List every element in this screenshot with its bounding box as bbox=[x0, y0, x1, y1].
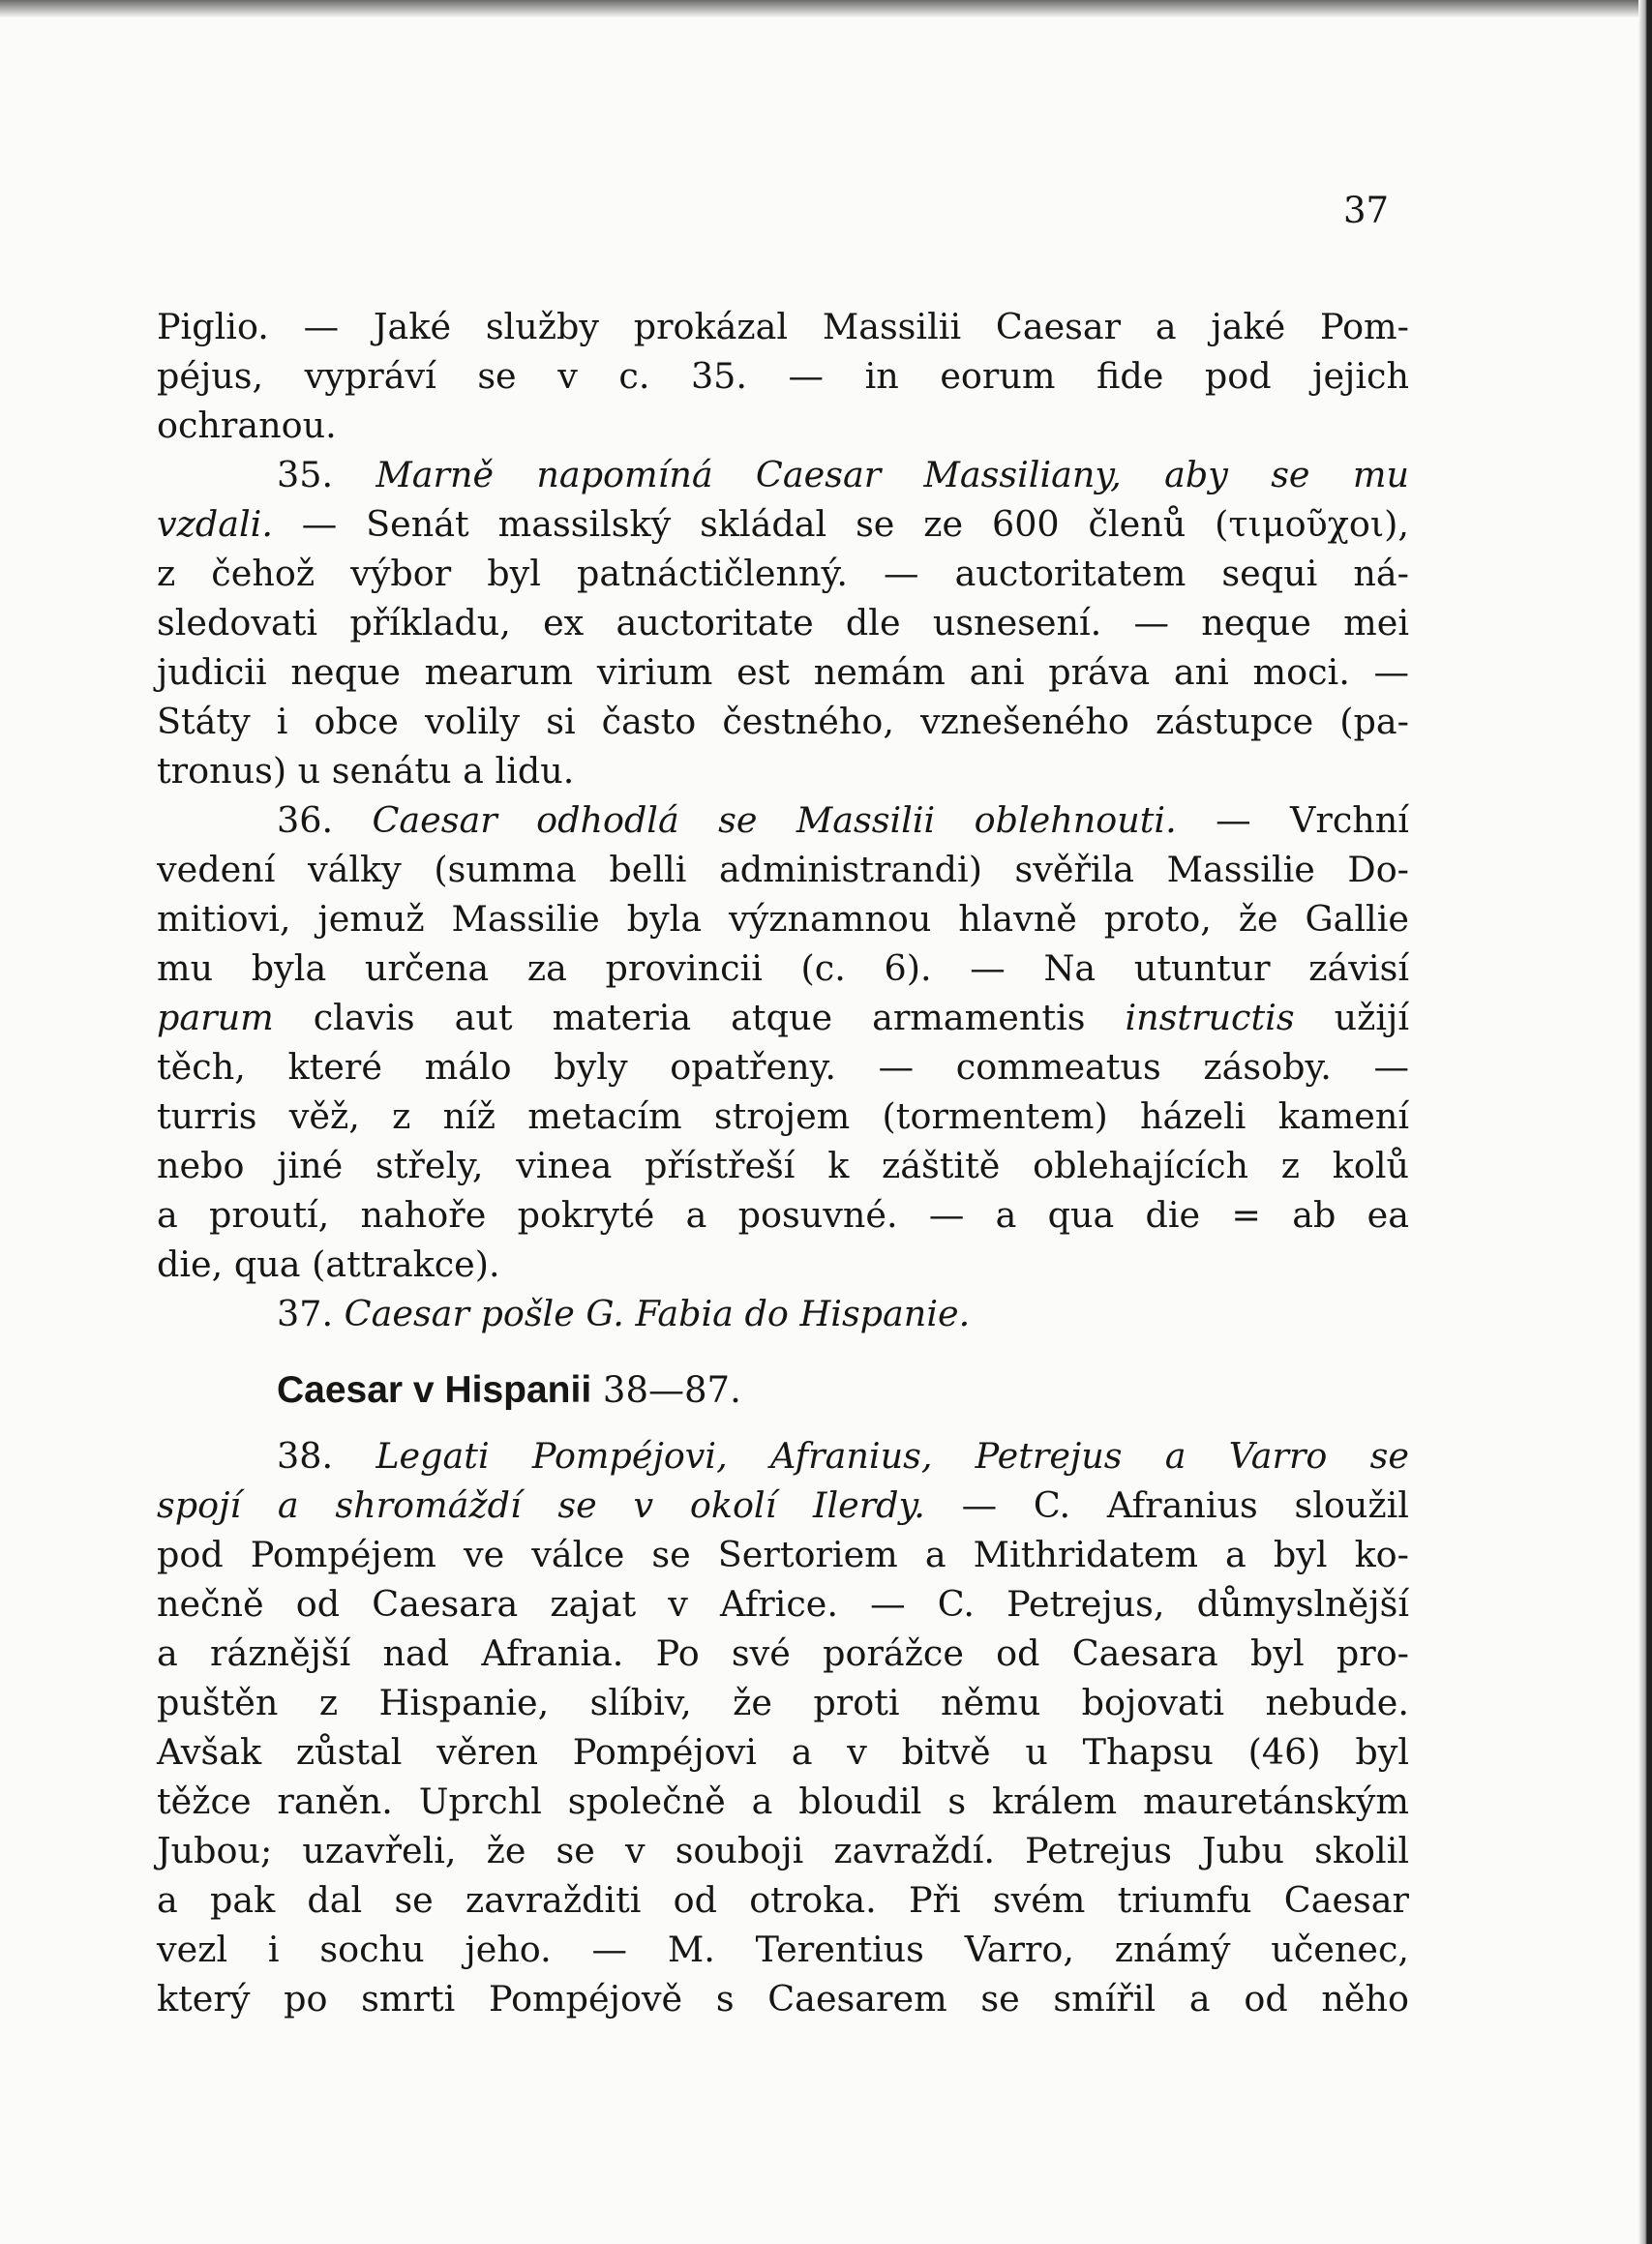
page-top-edge-shadow bbox=[0, 0, 1652, 17]
text-line: mitiovi, jemuž Massilie byla významnou hlavně proto, že Gallie bbox=[157, 898, 1409, 940]
chapter-title: Caesar v Hispanii bbox=[277, 1369, 592, 1411]
text-line: a proutí, nahoře pokryté a posuvné. — a qua die = ab ea bbox=[157, 1194, 1409, 1236]
text-line: turris věž, z níž metacím strojem (tormentem) házeli kamení bbox=[157, 1095, 1409, 1137]
section-36-title-line bbox=[157, 795, 1409, 845]
text-run: — C. Afranius sloužil bbox=[924, 1484, 1409, 1526]
text-line: mu byla určena za provincii (c. 6). — Na utuntur závisí bbox=[157, 947, 1409, 989]
text-line: těžce raněn. Uprchl společně a bloudil s králem mauretánským bbox=[157, 1780, 1409, 1822]
section-title: Legati Pompéjovi, Afranius, Petrejus a Varro se bbox=[375, 1435, 1409, 1477]
text-line: těch, které málo byly opatřeny. — commeatus zásoby. — bbox=[157, 1046, 1409, 1088]
text-run: — Senát massilský skládal se ze 600 členů (τιμοῦχοι), bbox=[272, 503, 1409, 545]
text-line: puštěn z Hispanie, slíbiv, že proti němu bojovati nebude. bbox=[157, 1682, 1409, 1723]
text-line: judicii neque mearum virium est nemám ani práva ani moci. — bbox=[157, 651, 1409, 693]
italic-term: instructis bbox=[1125, 997, 1295, 1038]
section-number: 36. bbox=[277, 799, 373, 841]
heading-spacer bbox=[157, 1338, 1409, 1363]
text-line bbox=[157, 993, 1409, 1042]
heading-spacer bbox=[157, 1418, 1409, 1431]
section-35-title-line bbox=[157, 450, 1409, 499]
text-line: sledovati příkladu, ex auctoritate dle usnesení. — neque mei bbox=[157, 602, 1409, 643]
text-line bbox=[157, 499, 1409, 549]
text-line: ochranou. bbox=[157, 404, 337, 446]
section-number: 38. bbox=[277, 1435, 376, 1477]
italic-term: parum bbox=[157, 997, 274, 1038]
section-title: spojí a shromáždí se v okolí Ilerdy. bbox=[157, 1484, 925, 1526]
text-line: z čehož výbor byl patnáctičlenný. — auctoritatem sequi ná- bbox=[157, 553, 1409, 594]
chapter-range: 38—87. bbox=[591, 1369, 741, 1411]
text-line: Piglio. — Jaké služby prokázal Massilii Caesar a jaké Pom- bbox=[157, 306, 1409, 347]
text-run: užijí bbox=[1294, 997, 1409, 1038]
text-line: a ráznější nad Afrania. Po své porážce od Caesara byl pro- bbox=[157, 1632, 1409, 1674]
text-line: a pak dal se zavražditi od otroka. Při svém triumfu Caesar bbox=[157, 1879, 1409, 1921]
page-number: 37 bbox=[1343, 190, 1390, 231]
text-line: vedení války (summa belli administrandi) svěřila Massilie Do- bbox=[157, 849, 1409, 890]
section-title: vzdali. bbox=[157, 503, 273, 545]
text-line: péjus, vypráví se v c. 35. — in eorum fide pod jejich bbox=[157, 355, 1409, 397]
text-line bbox=[157, 1481, 1409, 1530]
text-line: tronus) u senátu a lidu. bbox=[157, 750, 575, 792]
section-title: Marně napomíná Caesar Massiliany, aby se mu bbox=[375, 454, 1409, 495]
text-line: Avšak zůstal věren Pompéjovi a v bitvě u Thapsu (46) byl bbox=[157, 1731, 1409, 1773]
text-line: nebo jiné střely, vinea přístřeší k záštitě oblehajících z kolů bbox=[157, 1145, 1409, 1186]
section-number: 35. bbox=[277, 454, 376, 495]
text-line: Jubou; uzavřeli, že se v souboji zavraždí. Petrejus Jubu skolil bbox=[157, 1830, 1409, 1871]
section-title: Caesar pošle G. Fabia do Hispanie. bbox=[344, 1293, 971, 1334]
text-line: Státy i obce volily si často čestného, vznešeného zástupce (pa- bbox=[157, 701, 1409, 742]
page-right-edge-shadow bbox=[1638, 0, 1652, 2244]
section-38-title-line bbox=[157, 1431, 1409, 1481]
section-title: Caesar odhodlá se Massilii oblehnouti. bbox=[372, 799, 1177, 841]
section-37-title-line bbox=[157, 1289, 1409, 1338]
text-run: — Vrchní bbox=[1176, 799, 1409, 841]
text-line: vezl i sochu jeho. — M. Terentius Varro, známý učenec, bbox=[157, 1929, 1409, 1970]
text-line: nečně od Caesara zajat v Africe. — C. Petrejus, důmyslnější bbox=[157, 1583, 1409, 1625]
chapter-heading bbox=[157, 1363, 1409, 1418]
body-text bbox=[157, 302, 1409, 2023]
text-line: die, qua (attrakce). bbox=[157, 1243, 500, 1285]
text-line: který po smrti Pompéjově s Caesarem se smířil a od něho bbox=[157, 1978, 1409, 2020]
text-line: pod Pompéjem ve válce se Sertoriem a Mithridatem a byl ko- bbox=[157, 1534, 1409, 1575]
text-run: clavis aut materia atque armamentis bbox=[273, 997, 1126, 1038]
section-number: 37. bbox=[277, 1293, 345, 1334]
